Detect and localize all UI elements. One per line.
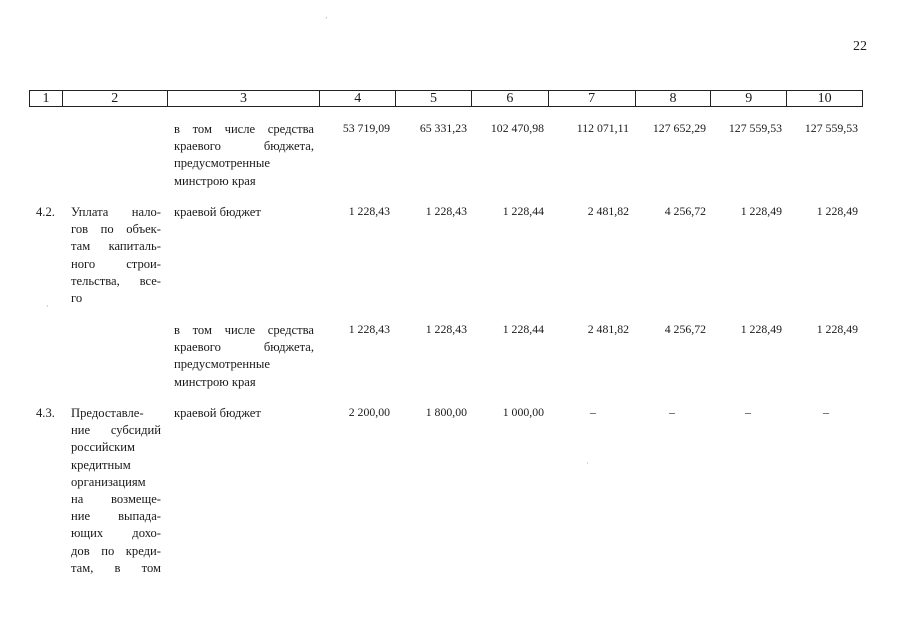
name-line: там, в том bbox=[71, 560, 161, 575]
source-line: краевой бюджет bbox=[174, 205, 261, 219]
value-cell: 65 331,23 bbox=[419, 121, 467, 135]
value-cell: 1 800,00 bbox=[425, 405, 467, 419]
value-cell: 127 559,53 bbox=[728, 121, 782, 135]
source-line: минстрою края bbox=[174, 374, 256, 389]
value-cell: 2 200,00 bbox=[348, 405, 390, 419]
value-cell: 1 228,43 bbox=[348, 204, 390, 218]
source-line: предусмотренные bbox=[174, 156, 270, 171]
scan-speck: · bbox=[46, 302, 49, 311]
source-line: предусмотренные bbox=[174, 357, 270, 372]
header-cell: 3 bbox=[167, 91, 320, 106]
value-cell: 1 228,49 bbox=[816, 204, 858, 218]
funding-source bbox=[174, 204, 314, 221]
value-cell: 1 228,43 bbox=[425, 204, 467, 218]
scan-speck: · bbox=[586, 459, 589, 468]
name-line: ного строи- bbox=[71, 256, 161, 271]
value-cell: 2 481,82 bbox=[587, 322, 629, 336]
name-line: Предоставле- bbox=[71, 406, 144, 420]
value-cell: 1 228,49 bbox=[740, 322, 782, 336]
value-cell: 1 228,44 bbox=[502, 322, 544, 336]
header-cell: 4 bbox=[319, 91, 395, 106]
source-line: в том числе средства bbox=[174, 323, 314, 337]
name-line: Уплата нало- bbox=[71, 205, 161, 219]
item-name bbox=[71, 405, 161, 577]
item-name bbox=[71, 204, 161, 307]
source-line: в том числе средства bbox=[174, 122, 314, 136]
name-line: гов по объек- bbox=[71, 222, 161, 237]
table-header bbox=[29, 90, 863, 107]
name-line: на возмеще- bbox=[71, 492, 161, 507]
source-line: минстрою края bbox=[174, 173, 256, 188]
funding-source bbox=[174, 121, 314, 190]
header-cell: 6 bbox=[471, 91, 548, 106]
header-cell: 5 bbox=[395, 91, 471, 106]
header-cell: 9 bbox=[710, 91, 786, 106]
name-line: российским bbox=[71, 440, 135, 455]
value-cell: 53 719,09 bbox=[342, 121, 390, 135]
scan-speck: ´ bbox=[325, 16, 328, 25]
name-line: ние субсидий bbox=[71, 423, 161, 438]
value-cell: 127 559,53 bbox=[804, 121, 858, 135]
name-line: кредитным bbox=[71, 457, 131, 472]
value-cell: 1 228,43 bbox=[348, 322, 390, 336]
header-cell: 7 bbox=[548, 91, 635, 106]
row-index: 4.2. bbox=[36, 205, 55, 219]
value-cell: 4 256,72 bbox=[664, 204, 706, 218]
header-cell: 10 bbox=[786, 91, 862, 106]
value-cell: – bbox=[823, 405, 829, 419]
header-cell: 2 bbox=[62, 91, 167, 106]
funding-source bbox=[174, 405, 314, 422]
name-line: дов по креди- bbox=[71, 543, 161, 558]
value-cell: 2 481,82 bbox=[587, 204, 629, 218]
row-index: 4.3. bbox=[36, 406, 55, 420]
value-cell: 1 228,44 bbox=[502, 204, 544, 218]
value-cell: 112 071,11 bbox=[576, 121, 629, 135]
header-cell: 8 bbox=[635, 91, 711, 106]
value-cell: 1 228,49 bbox=[740, 204, 782, 218]
name-line: ющих дохо- bbox=[71, 526, 161, 541]
name-line: тельства, все- bbox=[71, 273, 161, 288]
page-number: 22 bbox=[853, 39, 867, 54]
header-cell: 1 bbox=[42, 91, 50, 106]
value-cell: – bbox=[669, 405, 675, 419]
value-cell: – bbox=[745, 405, 751, 419]
name-line: го bbox=[71, 291, 83, 306]
source-line: краевого бюджета, bbox=[174, 139, 314, 154]
source-line: краевого бюджета, bbox=[174, 340, 314, 355]
value-cell: 1 228,43 bbox=[425, 322, 467, 336]
funding-source bbox=[174, 322, 314, 391]
value-cell: 1 228,49 bbox=[816, 322, 858, 336]
value-cell: 1 000,00 bbox=[502, 405, 544, 419]
source-line: краевой бюджет bbox=[174, 406, 261, 420]
name-line: ние выпада- bbox=[71, 509, 161, 524]
value-cell: 102 470,98 bbox=[490, 121, 544, 135]
value-cell: 127 652,29 bbox=[652, 121, 706, 135]
value-cell: 4 256,72 bbox=[664, 322, 706, 336]
value-cell: – bbox=[590, 405, 596, 419]
name-line: там капиталь- bbox=[71, 239, 161, 254]
name-line: организациям bbox=[71, 474, 146, 489]
